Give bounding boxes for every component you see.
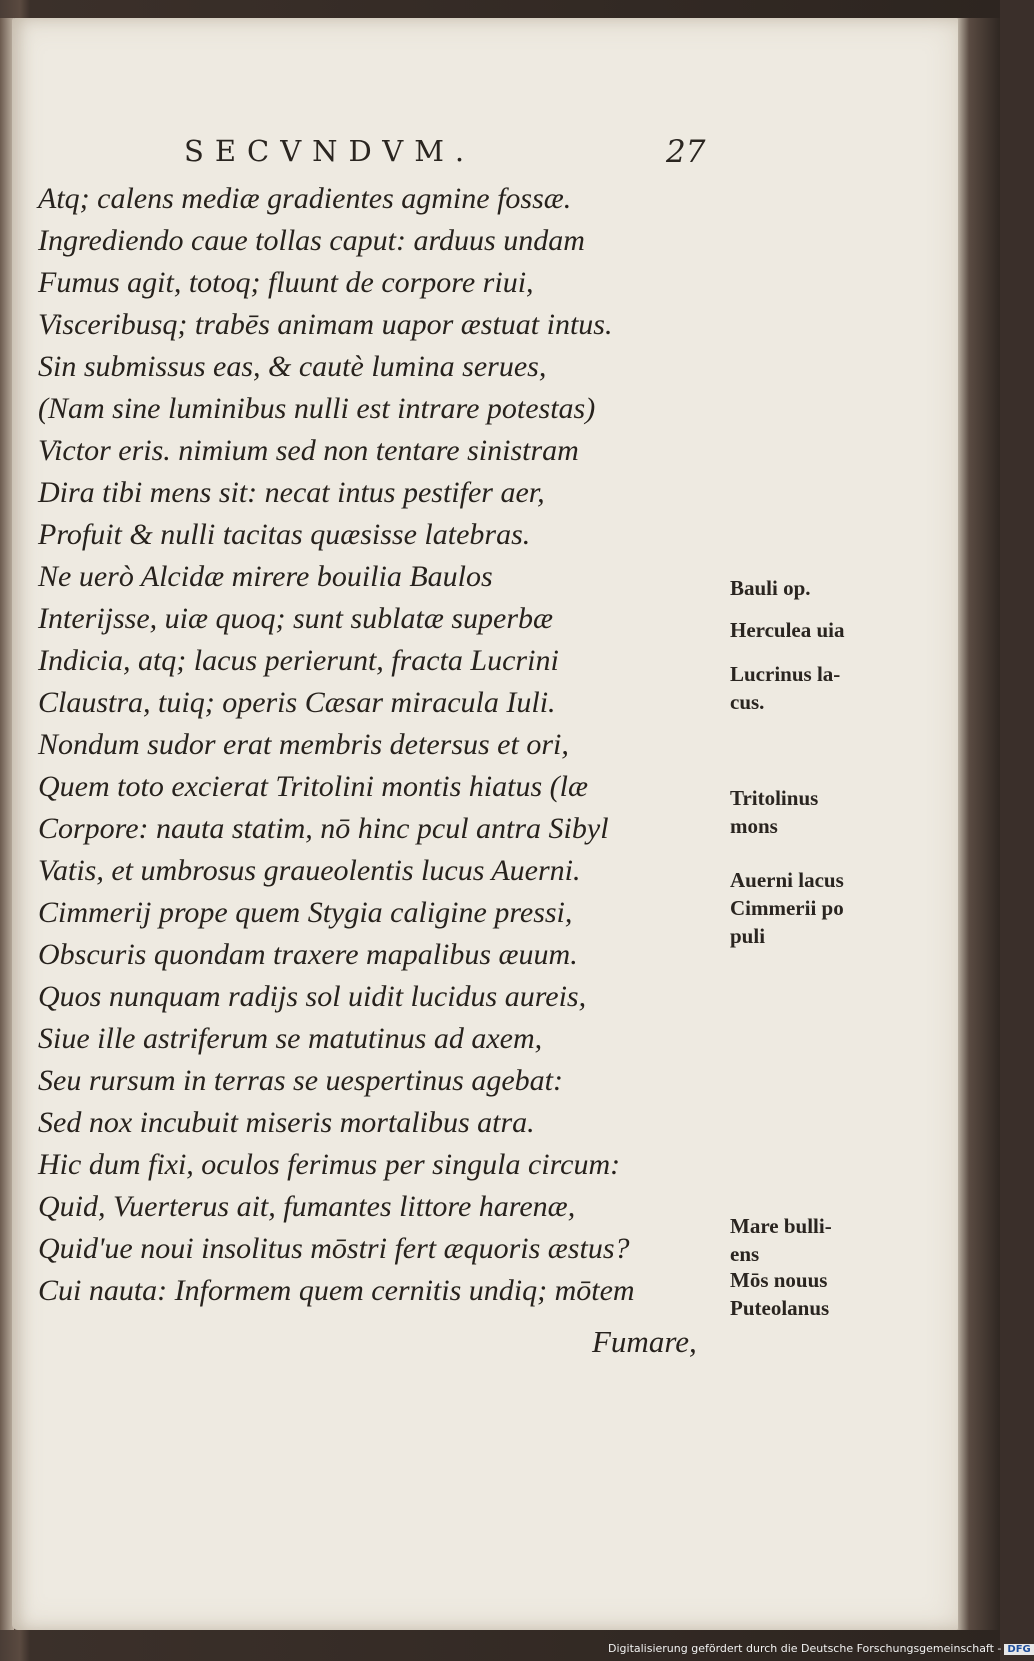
- verse-line: Atq; calens mediæ gradientes agmine fossæ.: [38, 182, 572, 215]
- verse-line: Cimmerij prope quem Stygia caligine pressi,: [38, 896, 573, 929]
- verse-line: Ne uerò Alcidæ mirere bouilia Baulos: [38, 560, 493, 593]
- verse-line: Sed nox incubuit miseris mortalibus atra.: [38, 1106, 535, 1139]
- verse-line: Profuit & nulli tacitas quæsisse latebras.: [38, 518, 531, 551]
- verse-line: Hic dum fixi, oculos ferimus per singula circum:: [38, 1148, 621, 1181]
- marginal-note-line: Cimmerii po: [730, 896, 844, 920]
- verse-line: Siue ille astriferum se matutinus ad axem,: [38, 1022, 543, 1055]
- marginal-note: [730, 894, 890, 950]
- marginal-note-line: Lucrinus la-: [730, 662, 841, 686]
- marginal-note: [730, 784, 890, 840]
- marginal-note-line: Auerni lacus: [730, 868, 844, 892]
- marginal-note: [730, 616, 890, 644]
- verse-line: Cui nauta: Informem quem cernitis undiq; mōtem: [38, 1274, 635, 1307]
- marginal-note-line: Puteolanus: [730, 1296, 830, 1320]
- marginal-note-line: Tritolinus: [730, 786, 819, 810]
- dfg-logo: DFG: [1004, 1644, 1033, 1655]
- verse-line: Ingrediendo caue tollas caput: arduus undam: [38, 224, 585, 257]
- verse-line: Victor eris. nimium sed non tentare sinistram: [38, 434, 579, 467]
- marginal-note-line: mons: [730, 814, 778, 838]
- verse-line: Sin submissus eas, & cautè lumina serues,: [38, 350, 547, 383]
- verse-line: Obscuris quondam traxere mapalibus æuum.: [38, 938, 578, 971]
- verse-line: Nondum sudor erat membris detersus et ori,: [38, 728, 569, 761]
- page-number: 27: [666, 134, 706, 170]
- marginal-note: [730, 1212, 890, 1268]
- verse-line: Quos nunquam radijs sol uidit lucidus aureis,: [38, 980, 587, 1013]
- marginal-note-line: puli: [730, 924, 766, 948]
- running-head: SECVNDVM.: [184, 134, 476, 168]
- marginal-note: [730, 660, 890, 716]
- marginal-note: [730, 866, 890, 894]
- verse-line: Dira tibi mens sit: necat intus pestifer aer,: [38, 476, 545, 509]
- verse-block: [38, 178, 728, 1312]
- verse-line: Quem toto excierat Tritolini montis hiatus (læ: [38, 770, 588, 803]
- verse-line: Indicia, atq; lacus perierunt, fracta Lucrini: [38, 644, 559, 677]
- catchword: Fumare,: [592, 1324, 697, 1359]
- credit-text: Digitalisierung gefördert durch die Deutsche Forschungsgemeinschaft -: [608, 1642, 1002, 1655]
- marginal-note-line: Mare bulli-: [730, 1214, 832, 1238]
- marginal-note-line: cus.: [730, 690, 765, 714]
- verse-line: Claustra, tuiq; operis Cæsar miracula Iuli.: [38, 686, 556, 719]
- digitization-credit: [608, 1642, 1031, 1655]
- marginal-note-line: Bauli op.: [730, 576, 811, 600]
- marginal-note-line: Herculea uia: [730, 618, 845, 642]
- verse-line: Quid, Vuerterus ait, fumantes littore harenæ,: [38, 1190, 576, 1223]
- verse-line: Vatis, et umbrosus graueolentis lucus Auerni.: [38, 854, 581, 887]
- marginal-note: [730, 1266, 890, 1322]
- verse-line: Quid'ue noui insolitus mōstri fert æquoris æstus?: [38, 1232, 630, 1265]
- verse-line: Corpore: nauta statim, nō hinc pcul antra Sibyl: [38, 812, 609, 845]
- marginal-note: [730, 574, 890, 602]
- marginal-note-line: Mōs nouus: [730, 1268, 828, 1292]
- verse-line: Seu rursum in terras se uespertinus agebat:: [38, 1064, 563, 1097]
- page-fore-edge: [956, 18, 1000, 1630]
- verse-line: Fumus agit, totoq; fluunt de corpore riui,: [38, 266, 534, 299]
- verse-line: Interijsse, uiæ quoq; sunt sublatæ superbæ: [38, 602, 554, 635]
- verse-line: Visceribusq; trabēs animam uapor æstuat intus.: [38, 308, 613, 341]
- verse-line: (Nam sine luminibus nulli est intrare potestas): [38, 392, 596, 425]
- marginal-note-line: ens: [730, 1242, 760, 1266]
